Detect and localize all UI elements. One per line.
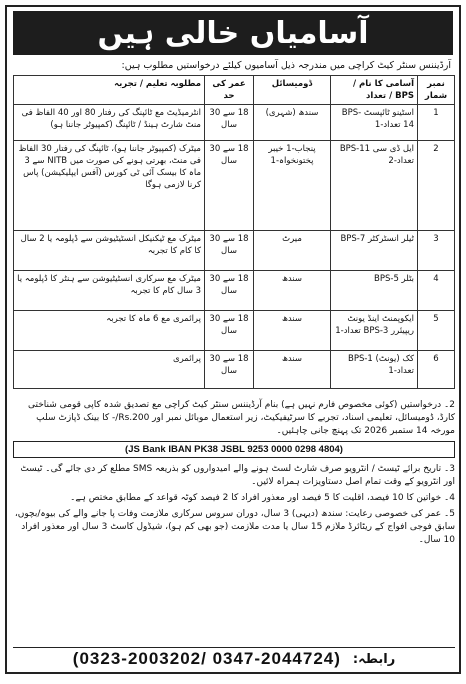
job-advertisement — [5, 5, 461, 674]
row-post: ٹیلر انسٹرکٹر BPS-7 — [331, 231, 418, 271]
row-domicile: سندھ — [254, 271, 331, 311]
table-row — [14, 271, 455, 311]
row-age: 18 سے 30 سال — [205, 105, 254, 141]
row-serial: 5 — [418, 311, 455, 351]
contact-phones: (0323-2003202/ 0347-2044724) — [72, 649, 341, 668]
row-domicile: پنجاب-1 خیبر پختونخواہ-1 — [254, 141, 331, 231]
col-post: آسامی کا نام / BPS / تعداد — [331, 76, 418, 105]
row-domicile: سندھ (شہری) — [254, 105, 331, 141]
row-serial: 1 — [418, 105, 455, 141]
page-title: آسامیاں خالی ہیں — [13, 11, 453, 55]
row-serial: 6 — [418, 351, 455, 389]
row-qualification: میٹرک مع ٹیکنیکل انسٹیٹیوشن سے ڈپلومہ یا 2 سال کا کام کا تجربہ — [14, 231, 205, 271]
row-serial: 2 — [418, 141, 455, 231]
note-age-relaxation: 5۔ عمر کی خصوصی رعایت: سندھ (دیہی) 3 سال، دوران سروس سرکاری ملازمت وفات پا جانے والے کی بیوہ/بچوں، سابق فوجی افواج کے ریٹائرڈ ملازم 15 سال یا مدت ملازمت (جو بھی کم ہو)، شیڈول کاسٹ 3 سال اور معذور افراد 10 سال۔ — [14, 509, 455, 545]
row-qualification: میٹرک مع سرکاری انسٹیٹیوشن سے ہنٹر کا ڈپلومہ یا 3 سال کام کا تجربہ — [14, 271, 205, 311]
row-age: 18 سے 30 سال — [205, 311, 254, 351]
row-qualification: میٹرک (کمپیوٹر جاننا ہو)، ٹائپنگ کی رفتار 30 الفاظ فی منٹ، بھرتی ہونے کی صورت میں NITB سے 3 ماہ کا بیسک آئی ٹی کورس (آفس ایپلیکیشن) پاس کرنا لازمی ہوگا — [14, 141, 205, 231]
table-row — [14, 105, 455, 141]
notes-section — [13, 399, 455, 550]
row-domicile: سندھ — [254, 311, 331, 351]
row-serial: 4 — [418, 271, 455, 311]
table-header-row — [14, 76, 455, 105]
contact-label: رابطہ: — [352, 651, 396, 667]
note-application: 2۔ درخواستیں (کوئی مخصوص فارم نہیں ہے) بنام آرڈیننس سنٹر کیٹ کراچی مع تصدیق شدہ کاپی قومی شناختی کارڈ، ڈومیسائل، تعلیمی اسناد، تجربے کا سرٹیفیکیٹ، زیر استعمال موبائل نمبر اور Rs.200/- کا بینک ڈپازٹ سلپ مورخہ 14 ستمبر 2026 تک پہنچ جانی چاہئیں۔ — [28, 400, 455, 436]
row-qualification: پرائمری مع 6 ماہ کا تجربہ — [14, 311, 205, 351]
vacancy-table — [13, 75, 455, 389]
row-age: 18 سے 30 سال — [205, 271, 254, 311]
row-post: ایل ڈی سی BPS-11 تعداد-2 — [331, 141, 418, 231]
contact-bar — [13, 647, 455, 670]
table-row — [14, 231, 455, 271]
col-domicile: ڈومیسائل — [254, 76, 331, 105]
col-age: عمر کی حد — [205, 76, 254, 105]
row-post: بٹلر BPS-5 — [331, 271, 418, 311]
row-domicile: سندھ — [254, 351, 331, 389]
row-post: ایکوپمنٹ اینڈ یونٹ ریپیئرر BPS-3 تعداد-1 — [331, 311, 418, 351]
bank-iban: (JS Bank IBAN PK38 JSBL 9253 0000 0298 4804) — [13, 441, 455, 458]
row-serial: 3 — [418, 231, 455, 271]
table-row — [14, 311, 455, 351]
row-post: کک (یونٹ) BPS-1 تعداد-1 — [331, 351, 418, 389]
row-domicile: میرٹ — [254, 231, 331, 271]
note-quota: 4۔ خواتین کا 10 فیصد، اقلیت کا 5 فیصد اور معذور افراد کا 2 فیصد کوٹہ قواعد کے مطابق مختص ہے۔ — [70, 493, 455, 503]
col-qualification: مطلوبہ تعلیم / تجربہ — [14, 76, 205, 105]
row-age: 18 سے 30 سال — [205, 351, 254, 389]
row-post: اسٹینو ٹائپسٹ BPS-14 تعداد-1 — [331, 105, 418, 141]
row-age: 18 سے 30 سال — [205, 231, 254, 271]
col-serial: نمبر شمار — [418, 76, 455, 105]
row-age: 18 سے 30 سال — [205, 141, 254, 231]
row-qualification: پرائمری — [14, 351, 205, 389]
table-row — [14, 351, 455, 389]
note-test-date: 3۔ تاریخ برائے ٹیسٹ / انٹرویو صرف شارٹ لسٹ ہونے والے امیدواروں کو بذریعہ SMS مطلع کر دی جائے گی۔ ٹیسٹ اور انٹرویو کے وقت تمام اصل دستاویزات ہمراہ لائیں۔ — [20, 464, 455, 487]
table-row — [14, 141, 455, 231]
intro-text: آرڈیننس سنٹر کیٹ کراچی میں مندرجہ ذیل آسامیوں کیلئے درخواستیں مطلوب ہیں: — [121, 60, 451, 71]
row-qualification: انٹرمیڈیٹ مع ٹائپنگ کی رفتار 80 اور 40 الفاظ فی منٹ شارٹ ہینڈ / ٹائپنگ (کمپیوٹر جاننا ہو) — [14, 105, 205, 141]
